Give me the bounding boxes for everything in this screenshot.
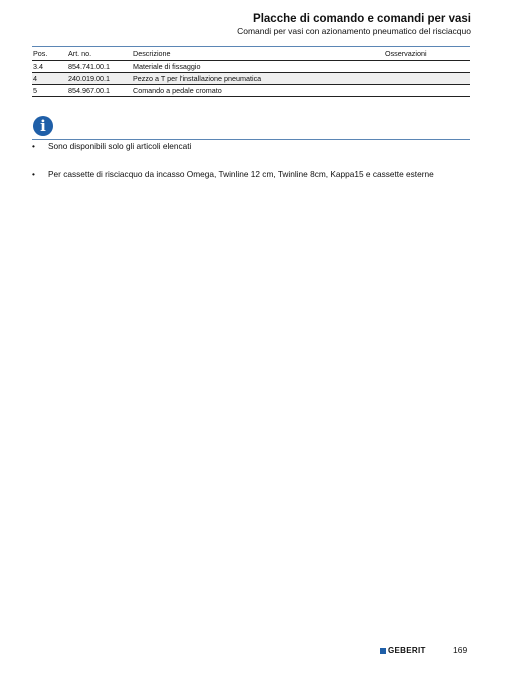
cell-remarks	[385, 61, 470, 72]
table-row	[32, 73, 470, 85]
info-divider	[32, 139, 470, 140]
column-header-description: Descrizione	[133, 49, 171, 58]
page-header	[237, 12, 471, 37]
table-row	[32, 61, 470, 73]
column-header-art-no: Art. no.	[68, 49, 92, 58]
note-text: Per cassette di risciacquo da incasso Omega, Twinline 12 cm, Twinline 8cm, Kappa15 e cassette esterne	[48, 169, 434, 179]
cell-remarks	[385, 73, 470, 84]
list-item	[32, 141, 470, 152]
cell-description: Materiale di fissaggio	[133, 62, 201, 71]
cell-description: Comando a pedale cromato	[133, 86, 222, 95]
table-row	[32, 85, 470, 97]
logo-square-icon	[380, 648, 386, 654]
cell-pos: 5	[33, 86, 37, 95]
cell-pos: 4	[33, 74, 37, 83]
cell-art-no: 854.741.00.1	[68, 62, 110, 71]
cell-pos: 3.4	[33, 62, 43, 71]
table-header-row	[32, 47, 470, 61]
page-number: 169	[453, 645, 468, 655]
column-header-remarks: Osservazioni	[385, 49, 427, 58]
info-icon: i	[33, 116, 53, 136]
bullet: •	[32, 169, 35, 179]
page-subtitle: Comandi per vasi con azionamento pneumatico del risciacquo	[237, 26, 471, 36]
bullet: •	[32, 141, 35, 151]
column-header-pos: Pos.	[33, 49, 48, 58]
cell-description: Pezzo a T per l'installazione pneumatica	[133, 74, 262, 83]
cell-art-no: 240.019.00.1	[68, 74, 110, 83]
info-notes	[32, 141, 470, 197]
cell-art-no: 854.967.00.1	[68, 86, 110, 95]
parts-table	[32, 46, 470, 97]
footer-logo	[380, 646, 426, 655]
note-text: Sono disponibili solo gli articoli elencati	[48, 141, 192, 151]
list-item	[32, 169, 470, 180]
page-title: Placche di comando e comandi per vasi	[253, 13, 471, 25]
cell-remarks	[385, 85, 470, 96]
logo-text: GEBERIT	[388, 646, 426, 655]
